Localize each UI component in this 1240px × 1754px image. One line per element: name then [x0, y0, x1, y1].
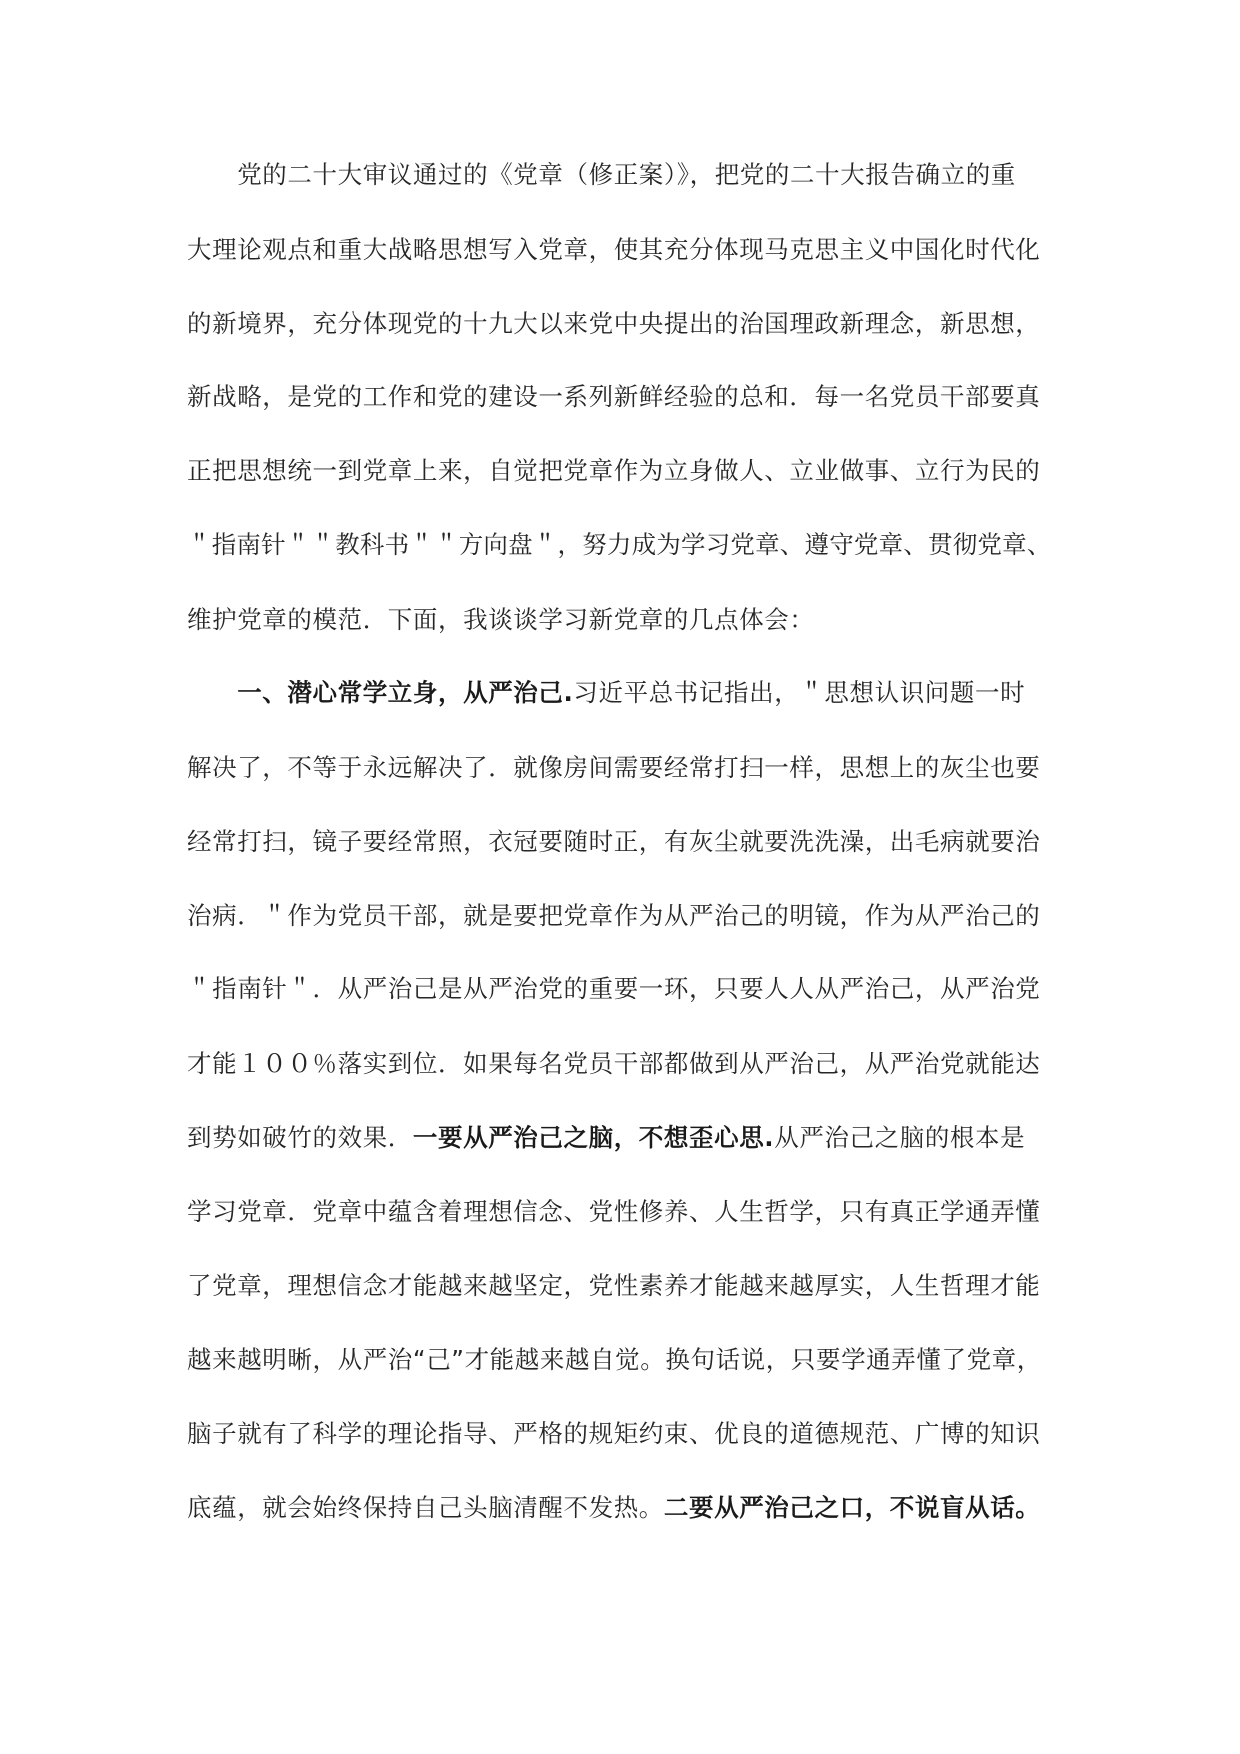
text-segment: 新战略，是党的工作和党的建设一系列新鲜经验的总和．每一名党员干部要真	[187, 382, 1041, 411]
text-segment: 了党章，理想信念才能越来越坚定，党性素养才能越来越厚实，人生哲理才能	[187, 1271, 1041, 1300]
subheading-bold: 一要从严治己之脑，不想歪心思.	[412, 1123, 775, 1152]
text-line	[187, 1192, 1057, 1232]
text-line	[187, 377, 1057, 417]
text-line	[187, 230, 1057, 270]
text-line	[187, 1044, 1057, 1084]
text-segment: 治病．＂作为党员干部，就是要把党章作为从严治己的明镜，作为从严治己的	[187, 901, 1041, 930]
text-segment: 正把思想统一到党章上来，自觉把党章作为立身做人、立业做事、立行为民的	[187, 456, 1041, 485]
text-line	[187, 1340, 1057, 1380]
text-segment: ＂指南针＂＂教科书＂＂方向盘＂，努力成为学习党章、遵守党章、贯彻党章、	[187, 530, 1052, 559]
text-line	[187, 600, 1057, 640]
text-segment: 解决了，不等于永远解决了．就像房间需要经常打扫一样，思想上的灰尘也要	[187, 753, 1041, 782]
text-line	[187, 451, 1057, 491]
text-segment: 才能１００％落实到位．如果每名党员干部都做到从严治己，从严治党就能达	[187, 1049, 1041, 1078]
text-line	[187, 673, 1057, 713]
text-segment: 到势如破竹的效果．	[187, 1123, 413, 1152]
text-segment: 维护党章的模范．下面，我谈谈学习新党章的几点体会：	[187, 605, 815, 634]
text-line	[187, 1488, 1057, 1528]
text-segment: 党的二十大审议通过的《党章（修正案）》，把党的二十大报告确立的重	[187, 160, 1016, 189]
text-segment: 习近平总书记指出，＂思想认识问题一时	[573, 678, 1026, 707]
text-line	[187, 304, 1057, 344]
text-segment: ＂指南针＂．从严治己是从严治党的重要一环，只要人人从严治己，从严治党	[187, 974, 1041, 1003]
text-line	[187, 1414, 1057, 1454]
subheading-bold: 二要从严治己之口，不说盲从话。	[663, 1493, 1041, 1522]
text-line	[187, 896, 1057, 936]
text-segment: 从严治己之脑的根本是	[774, 1123, 1026, 1152]
text-segment: 的新境界，充分体现党的十九大以来党中央提出的治国理政新理念，新思想，	[187, 309, 1041, 338]
text-line	[187, 525, 1057, 565]
section-heading: 一、潜心常学立身，从严治己.	[187, 678, 574, 707]
text-line	[187, 155, 1057, 195]
text-segment: 大理论观点和重大战略思想写入党章，使其充分体现马克思主义中国化时代化	[187, 235, 1041, 264]
text-line	[187, 1118, 1057, 1158]
text-segment: 越来越明晰，从严治“己”才能越来越自觉。换句话说，只要学通弄懂了党章，	[187, 1345, 1042, 1374]
text-line	[187, 748, 1057, 788]
text-line	[187, 969, 1057, 1009]
text-line	[187, 822, 1057, 862]
text-line	[187, 1266, 1057, 1306]
text-segment: 学习党章．党章中蕴含着理想信念、党性修养、人生哲学，只有真正学通弄懂	[187, 1197, 1041, 1226]
text-segment: 经常打扫，镜子要经常照，衣冠要随时正，有灰尘就要洗洗澡，出毛病就要治	[187, 827, 1041, 856]
text-segment: 底蕴，就会始终保持自己头脑清醒不发热。	[187, 1493, 664, 1522]
text-segment: 脑子就有了科学的理论指导、严格的规矩约束、优良的道德规范、广博的知识	[187, 1419, 1041, 1448]
